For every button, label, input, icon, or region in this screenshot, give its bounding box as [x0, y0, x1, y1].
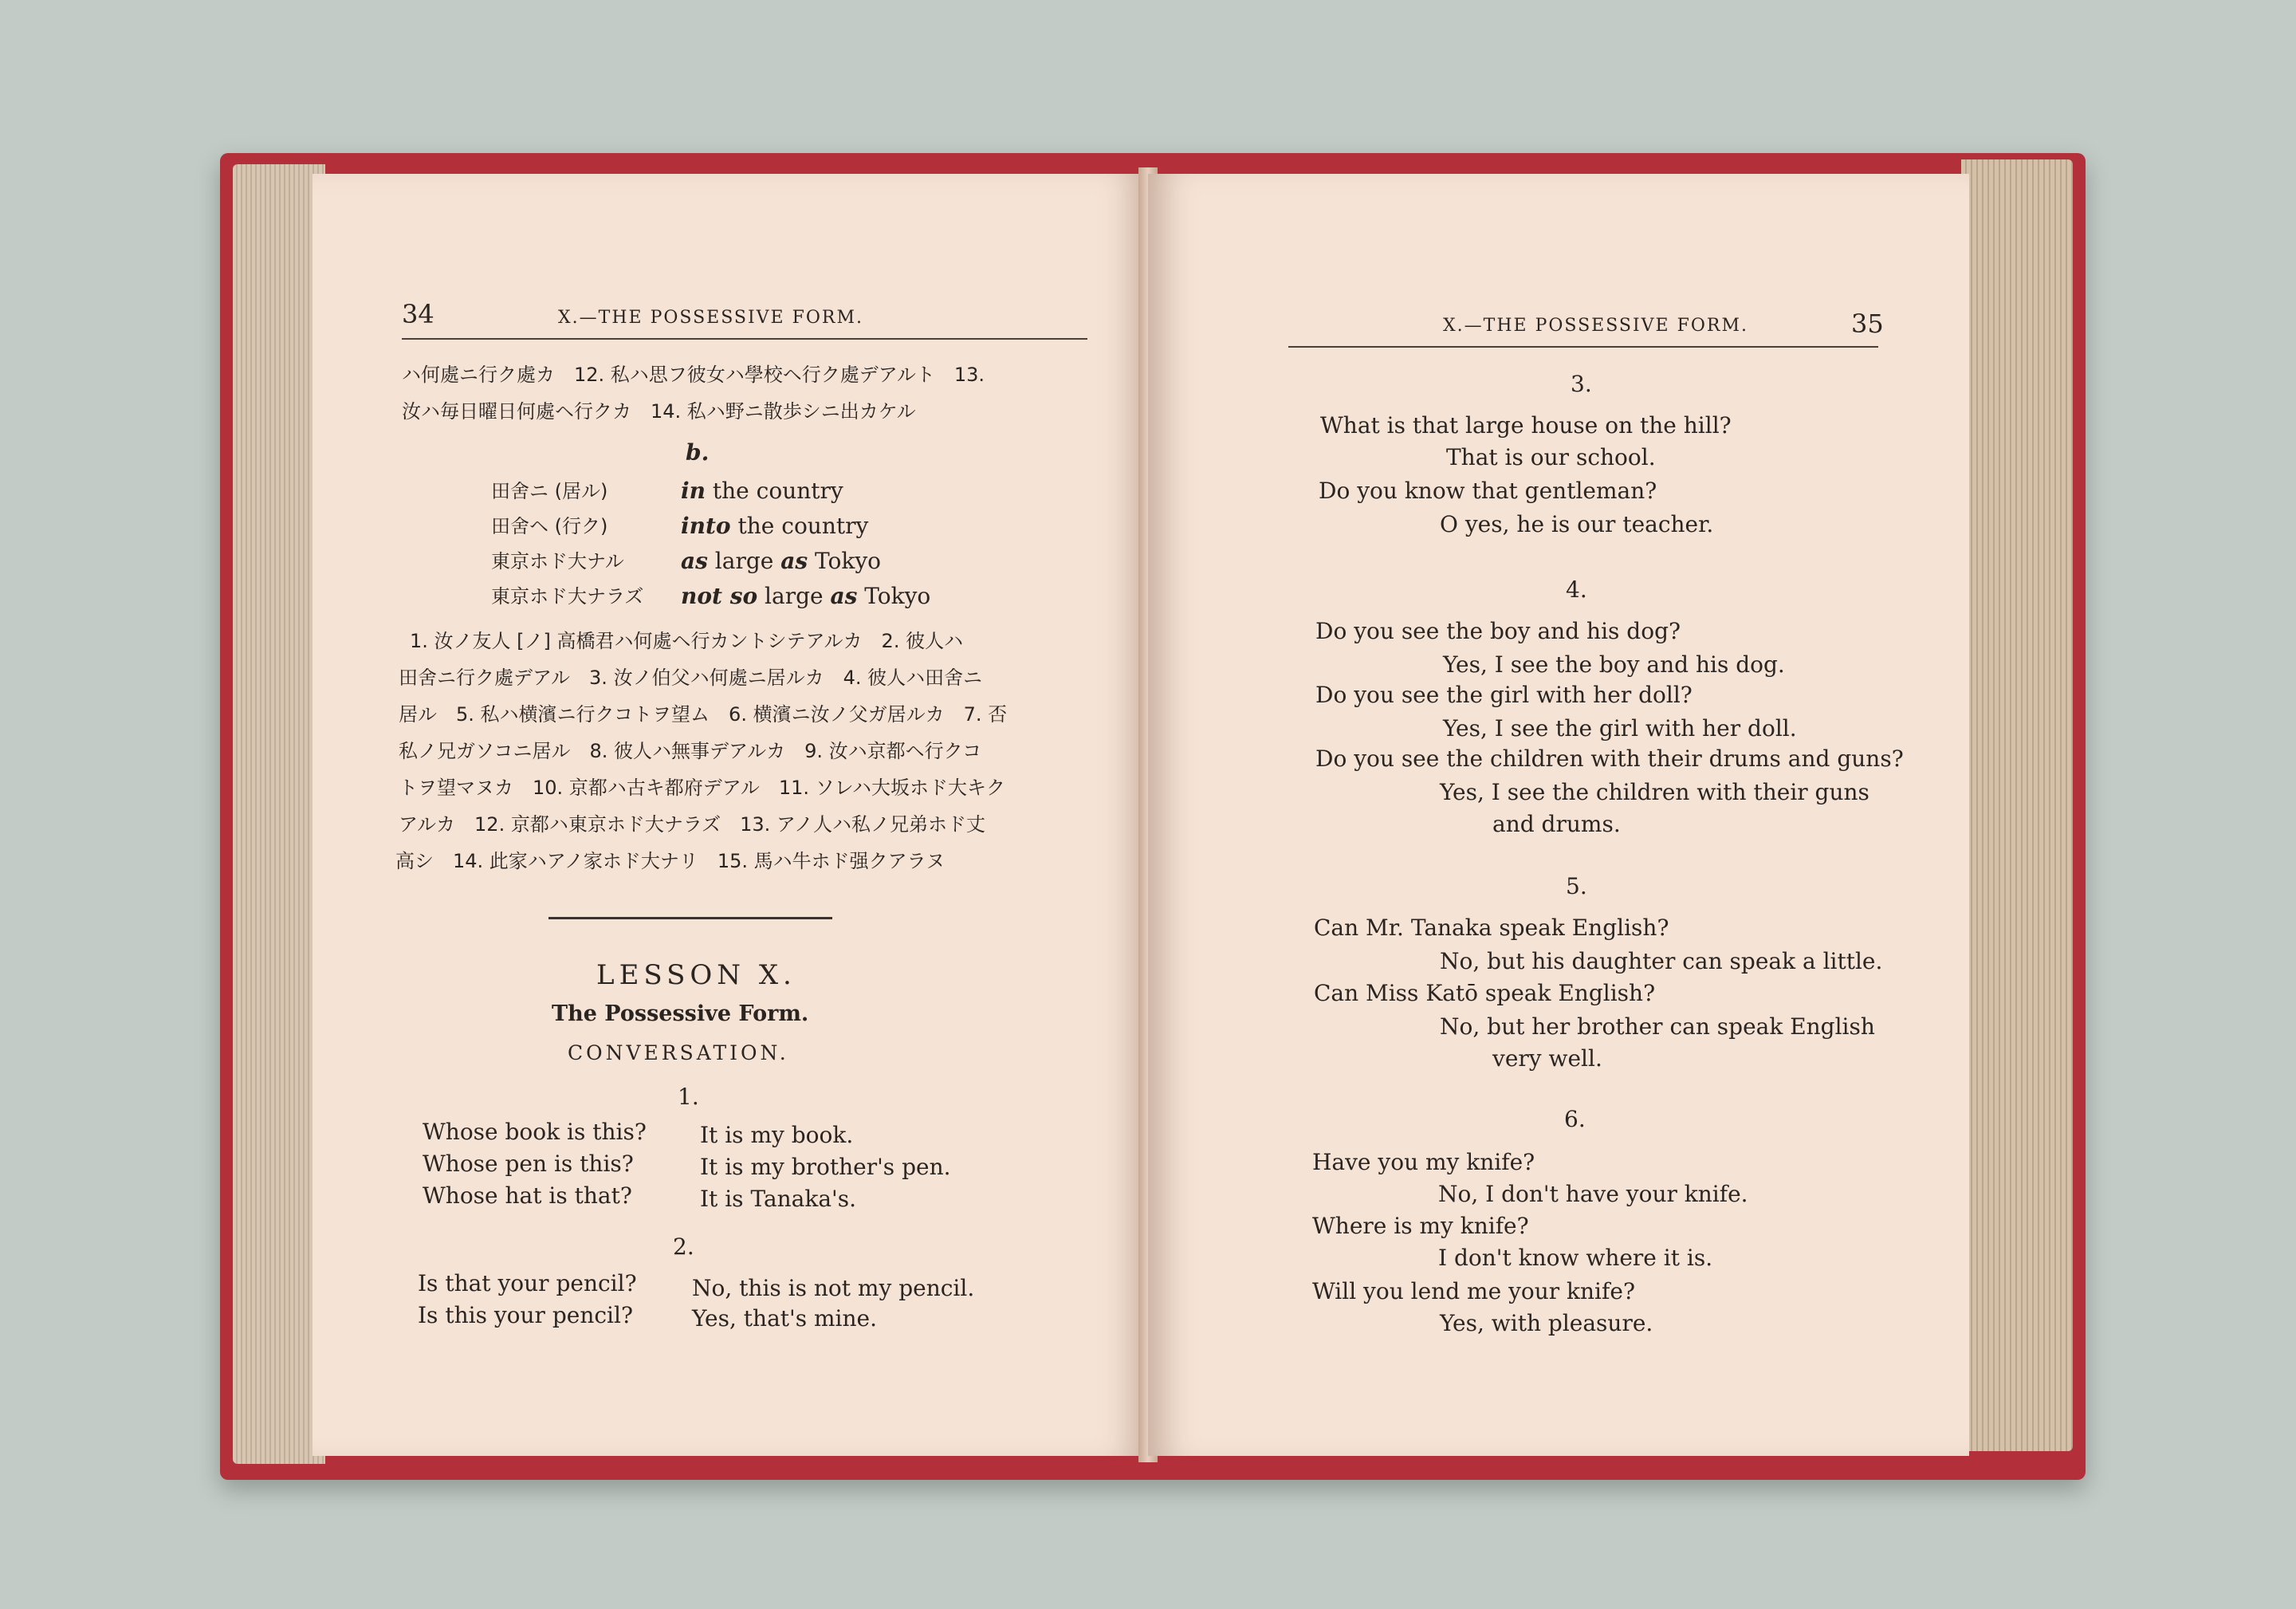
exercise-line: 高シ 14. 此家ハアノ家ホド大ナリ 15. 馬ハ牛ホド强クアラヌ	[395, 850, 946, 872]
section-number: 5.	[1566, 873, 1587, 899]
section-number: 4.	[1566, 576, 1587, 603]
running-head: X.—THE POSSESSIVE FORM.	[558, 308, 863, 328]
question: Whose hat is that?	[423, 1182, 632, 1209]
answer: Yes, I see the children with their guns	[1440, 779, 1869, 805]
question: Can Mr. Tanaka speak English?	[1314, 915, 1669, 941]
vocab-en: in the country	[681, 478, 843, 504]
exercise-line: 私ノ兄ガソコニ居ル 8. 彼人ハ無事デアルカ 9. 汝ハ京都ヘ行クコ	[399, 740, 982, 762]
question: Is that your pencil?	[418, 1270, 637, 1296]
answer: Yes, with pleasure.	[1440, 1310, 1653, 1336]
answer: Yes, I see the boy and his dog.	[1443, 651, 1785, 678]
question: Can Miss Katō speak English?	[1314, 980, 1656, 1006]
answer-continued: and drums.	[1492, 811, 1621, 837]
question: Will you lend me your knife?	[1312, 1278, 1635, 1304]
vocab-jp: 東京ホド大ナラズ	[491, 585, 644, 608]
exercise-line: 田舍ニ行ク處デアル 3. 汝ノ伯父ハ何處ニ居ルカ 4. 彼人ハ田舍ニ	[399, 667, 983, 689]
section-number: 3.	[1571, 371, 1592, 397]
vocab-en: not so large as Tokyo	[681, 583, 931, 609]
header-rule	[1288, 346, 1878, 348]
exercise-line: 1. 汝ノ友人 [ノ] 高橋君ハ何處ヘ行カントシテアルカ 2. 彼人ハ	[410, 630, 964, 652]
question: Do you see the children with their drums and guns?	[1315, 745, 1904, 772]
header-rule	[402, 338, 1087, 340]
vocab-jp: 田舍ニ (居ル)	[491, 480, 608, 502]
answer: That is our school.	[1446, 444, 1656, 470]
question: Do you see the girl with her doll?	[1315, 682, 1693, 708]
vocab-en: as large as Tokyo	[681, 548, 882, 574]
question: Whose pen is this?	[423, 1151, 634, 1177]
right-page	[1148, 174, 1969, 1456]
question: Have you my knife?	[1312, 1149, 1535, 1175]
answer: It is Tanaka's.	[700, 1186, 856, 1212]
conversation-heading: CONVERSATION.	[568, 1041, 789, 1064]
question: Whose book is this?	[423, 1119, 647, 1145]
exercise-line: トヲ望マヌカ 10. 京都ハ古キ都府デアル 11. ソレハ大坂ホド大キク	[399, 777, 1005, 799]
vocab-jp: 東京ホド大ナル	[491, 550, 624, 572]
question: Is this your pencil?	[418, 1302, 633, 1328]
question: Do you know that gentleman?	[1319, 478, 1657, 504]
page-number: 35	[1851, 309, 1884, 339]
answer: O yes, he is our teacher.	[1440, 511, 1714, 537]
exercise-line: アルカ 12. 京都ハ東京ホド大ナラズ 13. アノ人ハ私ノ兄弟ホド丈	[399, 813, 985, 836]
answer: No, but her brother can speak English	[1440, 1013, 1875, 1040]
vocab-jp: 田舍ヘ (行ク)	[491, 515, 608, 537]
lesson-title: LESSON X.	[596, 959, 796, 991]
section-divider	[548, 917, 832, 919]
answer: I don't know where it is.	[1438, 1245, 1713, 1271]
running-head: X.—THE POSSESSIVE FORM.	[1443, 316, 1748, 336]
page-edges-right	[1961, 159, 2073, 1451]
answer: No, this is not my pencil.	[692, 1275, 975, 1301]
page-number: 34	[402, 299, 434, 329]
page-edges-left	[233, 164, 325, 1464]
vocab-en: into the country	[681, 513, 869, 539]
answer-continued: very well.	[1492, 1045, 1602, 1072]
section-number: 6.	[1564, 1106, 1586, 1132]
question: Do you see the boy and his dog?	[1315, 618, 1681, 644]
question: What is that large house on the hill?	[1320, 412, 1732, 439]
answer: Yes, I see the girl with her doll.	[1443, 715, 1797, 742]
carry-over-line: 汝ハ毎日曜日何處ヘ行クカ 14. 私ハ野ニ散歩シニ出カケル	[402, 400, 916, 423]
answer: Yes, that's mine.	[692, 1305, 877, 1332]
section-heading: b.	[686, 439, 710, 466]
answer: No, but his daughter can speak a little.	[1440, 948, 1883, 974]
lesson-subtitle: The Possessive Form.	[552, 1001, 809, 1026]
answer: It is my brother's pen.	[700, 1154, 951, 1180]
conversation-number: 1.	[678, 1084, 699, 1110]
question: Where is my knife?	[1312, 1213, 1529, 1239]
exercise-line: 居ル 5. 私ハ横濱ニ行クコトヲ望ム 6. 横濱ニ汝ノ父ガ居ルカ 7. 否	[399, 703, 1008, 726]
left-page	[313, 174, 1148, 1456]
conversation-number: 2.	[673, 1233, 694, 1260]
answer: No, I don't have your knife.	[1438, 1181, 1748, 1207]
carry-over-line: ハ何處ニ行ク處カ 12. 私ハ思フ彼女ハ學校ヘ行ク處デアルト 13.	[402, 364, 985, 386]
answer: It is my book.	[700, 1122, 854, 1148]
